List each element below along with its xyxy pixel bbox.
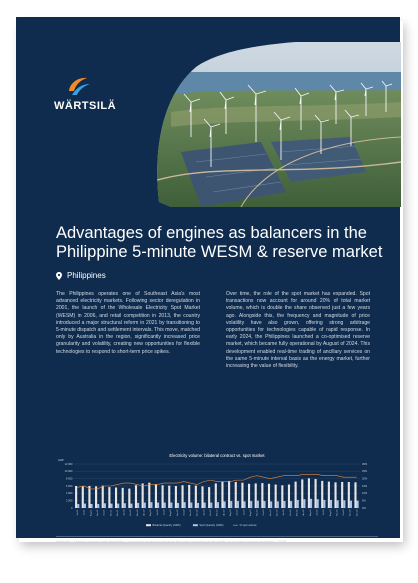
bilateral-bar: [281, 485, 283, 508]
spot-bar: [124, 503, 126, 508]
bilateral-bar: [168, 486, 170, 508]
spot-bar: [277, 501, 279, 508]
spot-bar: [357, 501, 359, 508]
x-tick-label: Nov-23: [269, 509, 272, 516]
bilateral-bar: [301, 479, 303, 508]
x-tick-label: May-22: [150, 509, 153, 517]
bilateral-bar: [275, 485, 277, 508]
x-tick-label: Jan-24: [283, 509, 286, 516]
x-tick-label: Mar-23: [216, 509, 219, 516]
bilateral-bar: [162, 485, 164, 508]
location-tag: [56, 270, 106, 282]
x-tick-label: Dec-22: [196, 509, 199, 516]
spot-bar: [77, 504, 79, 508]
bilateral-bar: [341, 482, 343, 508]
spot-bar: [170, 503, 172, 509]
x-tick-label: Oct-24: [343, 509, 346, 516]
bilateral-bar: [295, 482, 297, 508]
x-tick-label: Mar-22: [136, 509, 139, 516]
x-tick-label: Apr-22: [143, 509, 146, 516]
x-tick-label: Sep-21: [96, 509, 99, 516]
spot-bar: [104, 503, 106, 508]
x-tick-label: Oct-22: [183, 509, 186, 516]
spot-bar: [323, 500, 325, 508]
bilateral-bar: [348, 482, 350, 508]
spot-bar: [250, 501, 252, 508]
spot-bar: [217, 502, 219, 508]
x-tick-label: Mar-24: [296, 509, 299, 516]
spot-bar: [90, 504, 92, 508]
wartsila-swirl-icon: [66, 74, 92, 98]
bilateral-bar: [235, 482, 237, 508]
bilateral-bar: [142, 483, 144, 508]
x-tick-label: Feb-24: [289, 509, 292, 516]
spot-bar: [263, 501, 265, 508]
x-tick-label: Feb-22: [130, 509, 133, 516]
x-tick-label: Nov-24: [349, 509, 352, 516]
x-tick-label: Aug-21: [90, 509, 93, 516]
spot-bar: [317, 499, 319, 508]
spot-bar: [144, 503, 146, 509]
x-tick-label: Jun-22: [156, 509, 159, 516]
spot-bar: [150, 502, 152, 508]
spot-bar: [224, 501, 226, 508]
legend-label: Spot Quantity (GWh): [199, 524, 224, 527]
spot-bar: [270, 501, 272, 508]
y2-tick-label: 10%: [362, 492, 368, 496]
bilateral-bar: [195, 486, 197, 508]
x-tick-label: Aug-23: [249, 509, 252, 516]
bilateral-bar: [208, 487, 210, 508]
bilateral-bar: [321, 481, 323, 508]
spot-bar: [303, 499, 305, 508]
bilateral-bar: [108, 487, 110, 508]
x-tick-label: Jun-24: [316, 509, 319, 516]
x-tick-label: May-23: [230, 509, 233, 517]
spot-bar: [330, 500, 332, 508]
bilateral-bar: [288, 485, 290, 508]
x-tick-label: Nov-22: [190, 509, 193, 516]
bilateral-bar: [88, 486, 90, 508]
spot-bar: [110, 504, 112, 508]
bilateral-bar: [248, 484, 250, 508]
hero-photo-wind-farm: [151, 42, 401, 207]
legend-swatch: [193, 524, 198, 526]
bilateral-bar: [75, 486, 77, 508]
spot-bar: [97, 504, 99, 508]
spot-bar: [350, 501, 352, 508]
x-tick-label: Dec-21: [116, 509, 119, 516]
body-column-left: The Philippines operates one of Southeast Asia's most advanced electricity markets. Following sector deregulation in 2001, the launch of the Wholesale Electricity Spot Market (WESM) in 2006, and retail competition in 2013, the country introduced a major structural reform in 2021 by transitioning to 5-minute dispatch and settlement intervals. This move, matched only by Australia in the region, significantly increased price granularity and volatility, creating new opportunities for flexible technologies to respond to short-term price spikes.: [56, 291, 201, 355]
spot-bar: [84, 504, 86, 508]
x-tick-label: Oct-23: [263, 509, 266, 516]
bilateral-bar: [228, 481, 230, 508]
x-tick-label: Jan-23: [203, 509, 206, 516]
bilateral-bar: [261, 483, 263, 508]
bilateral-bar: [201, 486, 203, 508]
y-axis-unit-label: GWh: [58, 459, 64, 462]
bilateral-bar: [221, 482, 223, 508]
chart-title: Electricity volume: bilateral contract vs. spot market: [169, 453, 265, 458]
spot-bar: [243, 501, 245, 508]
bilateral-bar: [148, 483, 150, 508]
y-tick-label: 2 000: [66, 499, 73, 503]
bilateral-bar: [215, 483, 217, 508]
spot-bar: [343, 500, 345, 508]
location-pin-icon: [56, 272, 62, 280]
spot-bar: [283, 501, 285, 508]
location-label: Philippines: [67, 271, 106, 280]
bilateral-bar: [95, 486, 97, 508]
x-tick-label: Feb-23: [210, 509, 213, 516]
x-tick-label: Jul-22: [163, 509, 166, 515]
document-page: [16, 17, 400, 544]
bilateral-bar: [155, 484, 157, 508]
spot-bar: [184, 502, 186, 508]
y2-tick-label: 20%: [362, 477, 368, 481]
x-tick-label: Sep-24: [336, 509, 339, 516]
x-tick-label: Aug-24: [329, 509, 332, 516]
spot-bar: [257, 501, 259, 508]
spot-bar: [137, 503, 139, 508]
bilateral-bar: [135, 485, 137, 508]
x-tick-label: Jul-21: [83, 509, 86, 515]
spot-bar: [177, 503, 179, 508]
y2-tick-label: 15%: [362, 484, 368, 488]
y-tick-label: 4 000: [66, 492, 73, 496]
electricity-volume-chart: [56, 458, 378, 530]
y2-tick-label: 25%: [362, 470, 368, 474]
bilateral-bar: [188, 485, 190, 508]
spot-bar: [310, 499, 312, 508]
x-tick-label: Dec-24: [356, 509, 359, 516]
spot-bar: [117, 504, 119, 508]
spot-bar: [290, 501, 292, 508]
wartsila-logo: [54, 74, 118, 118]
bilateral-bar: [175, 486, 177, 508]
bilateral-bar: [334, 482, 336, 508]
spot-bar: [157, 503, 159, 509]
bilateral-bar: [102, 486, 104, 508]
x-tick-label: Apr-24: [303, 509, 306, 516]
x-tick-label: Oct-21: [103, 509, 106, 516]
x-tick-label: Apr-23: [223, 509, 226, 516]
legend-label: Bilateral Quantity (GWh): [152, 524, 181, 527]
bilateral-bar: [308, 478, 310, 508]
y-tick-label: 8 000: [66, 477, 73, 481]
bilateral-bar: [241, 483, 243, 508]
spot-bar: [337, 500, 339, 508]
spot-bar: [230, 501, 232, 508]
body-column-right: Over time, the role of the spot market has expanded. Spot transactions now account for around 20% of total market volume, which is double the share observed just a few years ago. Alongside this, the frequency and magnitude of price volatility have also grown, offering strong arbitrage opportunities for technologies capable of rapid response. In early 2024, the Philippines launched a co-optimised reserve market, which became fully operational by August of 2024. This development enabled real-time trading of ancillary services on the same 5-minute interval basis as the energy market, further increasing the value of flexibility.: [226, 291, 370, 370]
page-footer: Wärtsilä | Making money with flexibility: Unlocking revenue streams through operational flexibility in modern energy markets | 2025: [56, 539, 287, 544]
spot-bar: [204, 503, 206, 509]
bilateral-bar: [82, 486, 84, 508]
spot-bar: [164, 503, 166, 509]
y-tick-label: 10 000: [64, 470, 73, 474]
y-tick-label: 6 000: [66, 484, 73, 488]
x-tick-label: Jul-23: [243, 509, 246, 515]
brand-name: WÄRTSILÄ: [54, 100, 117, 112]
x-tick-label: Jun-23: [236, 509, 239, 516]
bilateral-bar: [115, 487, 117, 508]
spot-bar: [130, 504, 132, 508]
bilateral-bar: [315, 479, 317, 508]
bilateral-bar: [122, 488, 124, 508]
legend-label: % spot volume: [239, 524, 257, 527]
y-tick-label: 12 000: [64, 462, 73, 466]
bilateral-bar: [328, 482, 330, 508]
spot-bar: [190, 503, 192, 509]
document-title: Advantages of engines as balancers in the Philippine 5-minute WESM & reserve market: [56, 224, 383, 261]
y-tick-label: 0: [71, 506, 73, 510]
x-tick-label: Nov-21: [110, 509, 113, 516]
legend-swatch: [146, 524, 151, 526]
y2-tick-label: 0%: [362, 506, 366, 510]
bilateral-bar: [268, 484, 270, 508]
x-tick-label: Aug-22: [170, 509, 173, 516]
x-tick-label: Dec-23: [276, 509, 279, 516]
spot-bar: [210, 503, 212, 509]
y2-tick-label: 30%: [362, 462, 368, 466]
x-tick-label: Jul-24: [323, 509, 326, 515]
x-tick-label: Sep-23: [256, 509, 259, 516]
x-tick-label: May-24: [309, 509, 312, 517]
spot-bar: [237, 501, 239, 508]
y2-tick-label: 5%: [362, 499, 366, 503]
footer-divider: [56, 536, 378, 537]
x-tick-label: Jan-22: [123, 509, 126, 516]
spot-bar: [297, 500, 299, 508]
x-tick-label: Jun-21: [77, 509, 80, 516]
bilateral-bar: [354, 482, 356, 508]
x-tick-label: Sep-22: [176, 509, 179, 516]
spot-bar: [197, 503, 199, 508]
bilateral-bar: [128, 489, 130, 508]
bilateral-bar: [255, 483, 257, 508]
bilateral-bar: [181, 485, 183, 508]
